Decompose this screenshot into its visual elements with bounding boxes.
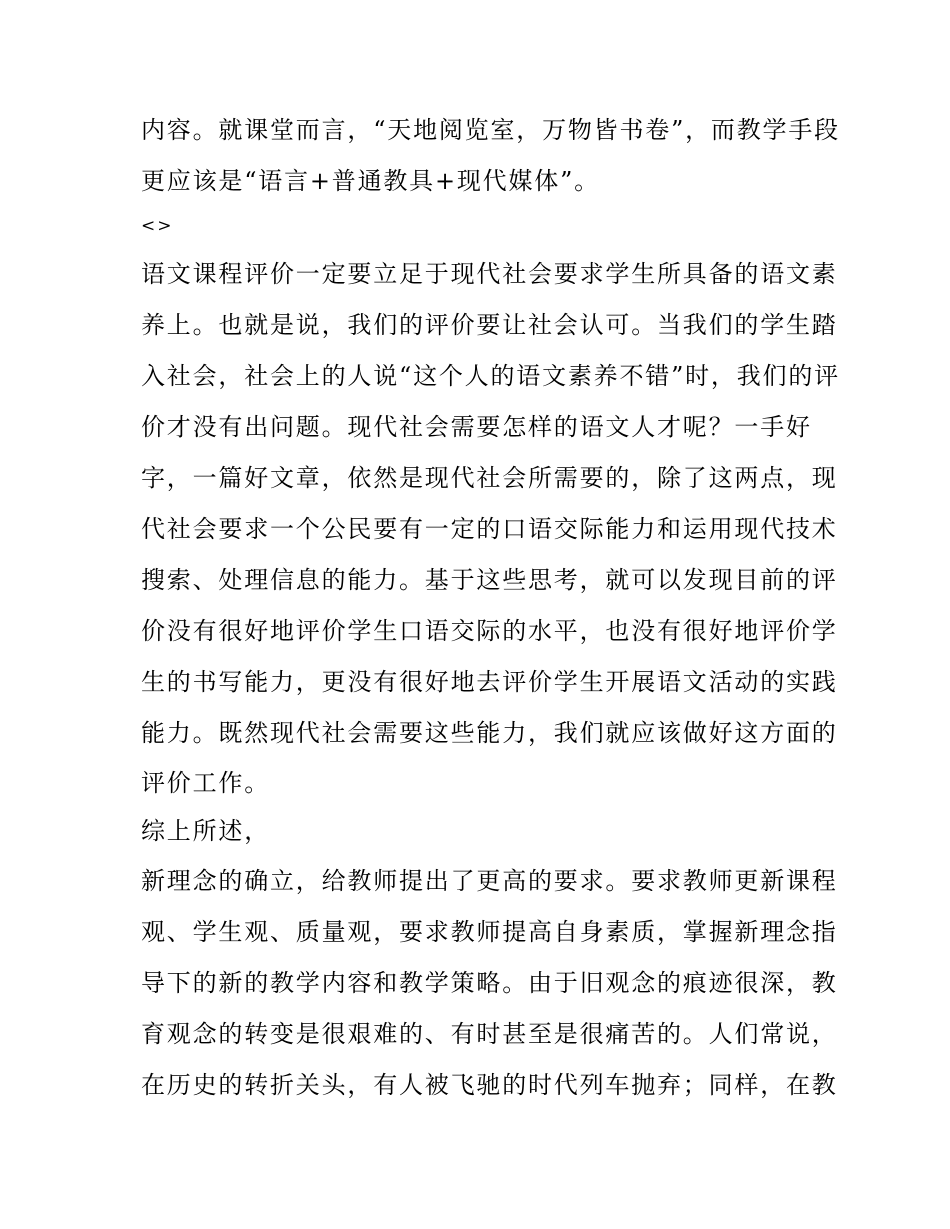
text-line: 导下的新的教学内容和教学策略。由于旧观念的痕迹很深，教 <box>141 969 838 997</box>
text-line: 入社会，社会上的人说“这个人的语文素养不错”时，我们的评 <box>141 362 840 390</box>
text-line: 字，一篇好文章，依然是现代社会所需要的，除了这两点，现 <box>141 464 838 492</box>
text-line: 评价工作。 <box>141 769 270 797</box>
text-line: 价才没有出问题。现代社会需要怎样的语文人才呢？一手好 <box>141 413 812 441</box>
text-line: 新理念的确立，给教师提出了更高的要求。要求教师更新课程 <box>141 867 838 895</box>
text-line: 育观念的转变是很艰难的、有时甚至是很痛苦的。人们常说， <box>141 1020 838 1048</box>
text-line: 综上所述， <box>141 817 270 845</box>
text-line: 能力。既然现代社会需要这些能力，我们就应该做好这方面的 <box>141 719 838 747</box>
text-line: 更应该是“语言+普通教具+现代媒体”。 <box>141 167 600 195</box>
section-marker: <> <box>141 216 174 236</box>
text-line: 搜索、处理信息的能力。基于这些思考，就可以发现目前的评 <box>141 566 838 594</box>
text-line: 语文课程评价一定要立足于现代社会要求学生所具备的语文素 <box>141 260 838 288</box>
text-line: 价没有很好地评价学生口语交际的水平，也没有很好地评价学 <box>141 617 838 645</box>
text-line: 观、学生观、质量观，要求教师提高自身素质，掌握新理念指 <box>141 918 838 946</box>
text-line: 内容。就课堂而言，“天地阅览室，万物皆书卷”，而教学手段 <box>141 116 840 144</box>
text-line: 在历史的转折关头，有人被飞驰的时代列车抛弃；同样，在教 <box>141 1071 838 1099</box>
text-line: 代社会要求一个公民要有一定的口语交际能力和运用现代技术 <box>141 515 838 543</box>
text-line: 生的书写能力，更没有很好地去评价学生开展语文活动的实践 <box>141 668 838 696</box>
text-line: 养上。也就是说，我们的评价要让社会认可。当我们的学生踏 <box>141 311 838 339</box>
